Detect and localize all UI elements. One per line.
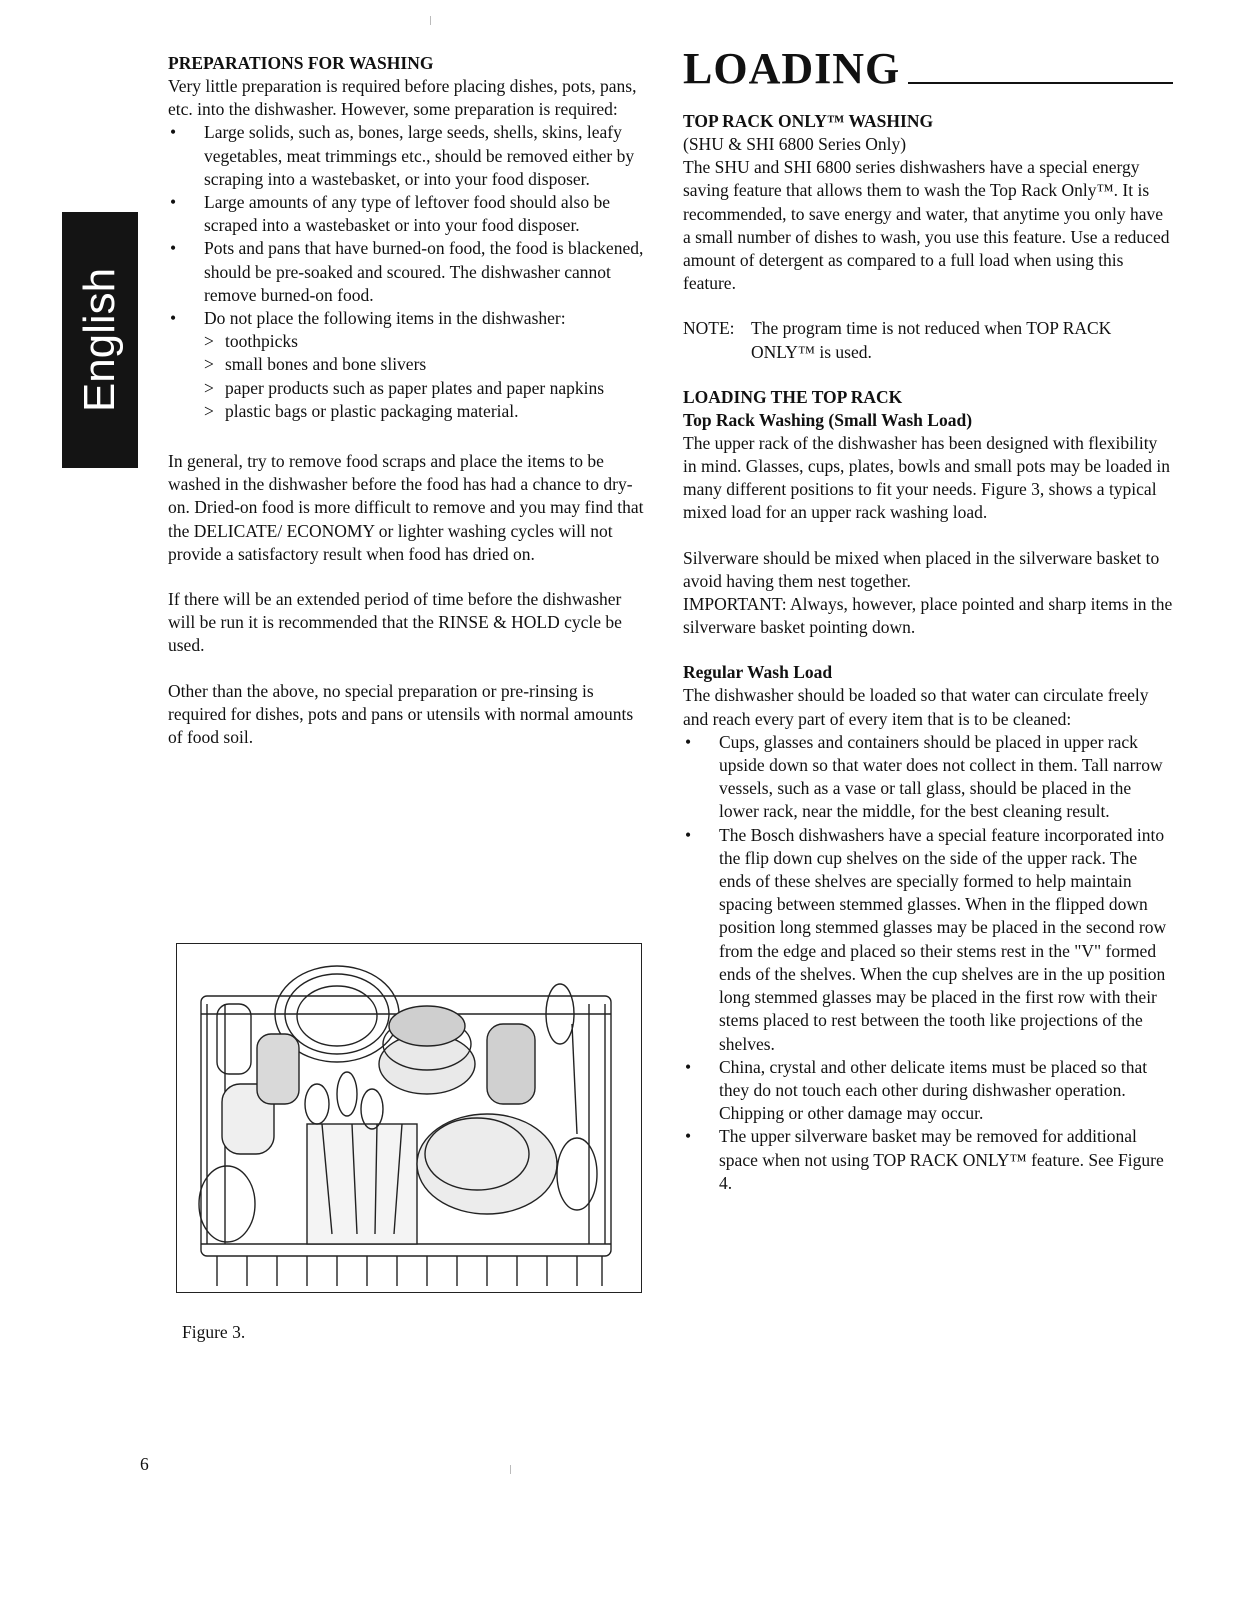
list-item: > paper products such as paper plates and paper napkins xyxy=(204,377,648,400)
list-item: • The upper silverware basket may be removed for additional space when not using TOP RACK ONLY™ feature. See Figure 4. xyxy=(683,1125,1173,1195)
top-rack-text: The SHU and SHI 6800 series dishwashers have a special energy saving feature that allows them to wash the Top Rack Only™. It is recommended, to save energy and water, that anytime you only have a small number of dishes to wash, you use this feature. Use a reduced amount of detergent as compared to a full load when using this feature. xyxy=(683,157,1170,294)
important-text: IMPORTANT: Always, however, place pointed and sharp items in the silverware basket pointing down. xyxy=(683,594,1173,638)
regular-wash-list xyxy=(683,731,1173,1195)
page-title: LOADING xyxy=(683,44,901,93)
list-item: > small bones and bone slivers xyxy=(204,353,648,376)
list-item: • China, crystal and other delicate items must be placed so that they do not touch each other during dishwasher operation. Chipping or other damage may occur. xyxy=(683,1056,1173,1126)
loading-title xyxy=(683,44,1173,94)
do-not-place-text: Do not place the following items in the dishwasher: xyxy=(204,308,566,329)
preparations-intro: Very little preparation is required before placing dishes, pots, pans, etc. into the dishwasher. However, some preparation is required: xyxy=(168,76,637,120)
note-label: NOTE: xyxy=(683,318,735,339)
small-wash-load-subheading: Top Rack Washing (Small Wash Load) xyxy=(683,409,973,430)
figure-3-image xyxy=(176,943,642,1293)
language-tab xyxy=(62,212,138,468)
excluded-items-list xyxy=(204,330,648,423)
page-number: 6 xyxy=(140,1454,149,1474)
preparations-list xyxy=(168,121,648,423)
figure-caption: Figure 3. xyxy=(182,1322,246,1342)
loading-top-rack-heading: LOADING THE TOP RACK xyxy=(683,386,903,407)
right-column xyxy=(683,44,1173,1195)
left-column xyxy=(168,52,648,749)
list-item: > toothpicks xyxy=(204,330,648,353)
list-item: • Pots and pans that have burned-on food, the food is blackened, should be pre-soaked and scoured. The dishwasher cannot remove burned-on food. xyxy=(168,237,648,307)
list-item: > plastic bags or plastic packaging material. xyxy=(204,400,648,423)
regular-wash-heading: Regular Wash Load xyxy=(683,662,833,683)
loading-text: The upper rack of the dishwasher has been designed with flexibility in mind. Glasses, cups, plates, bowls and small pots may be loaded in many different positions to fit your needs. Figure 3, shows a typical mixed load for an upper rack washing load. xyxy=(683,432,1171,523)
note-block xyxy=(683,317,1173,363)
scan-mark xyxy=(430,16,431,25)
language-tab-label: English xyxy=(75,267,124,413)
title-rule xyxy=(908,82,1173,84)
note-text: The program time is not reduced when TOP RACK ONLY™ is used. xyxy=(751,318,1112,362)
silverware-text: Silverware should be mixed when placed in the silverware basket to avoid having them nest together. xyxy=(683,547,1160,591)
top-rack-subheading: (SHU & SHI 6800 Series Only) xyxy=(683,134,907,154)
list-item: • The Bosch dishwashers have a special feature incorporated into the flip down cup shelves on the side of the upper rack. The ends of these shelves are specially formed to help maintain spacing between stemmed glasses. When in the flipped down position long stemmed glasses may be placed in the second row from the edge and placed so their stems rest in the "V" formed ends of the shelves. When the cup shelves are in the up position long stemmed glasses may be placed in the first row with their stems placed to rest between the tooth like projections of the shelves. xyxy=(683,824,1173,1056)
dishwasher-rack-illustration xyxy=(177,944,641,1292)
preparations-heading: PREPARATIONS FOR WASHING xyxy=(168,53,434,73)
extended-period-paragraph: If there will be an extended period of time before the dishwasher will be run it is recommended that the RINSE & HOLD cycle be used. xyxy=(168,589,622,656)
regular-wash-text: The dishwasher should be loaded so that water can circulate freely and reach every part of every item that is to be cleaned: xyxy=(683,685,1149,729)
list-item: • Large amounts of any type of leftover food should also be scraped into a wastebasket or into your food disposer. xyxy=(168,191,648,237)
list-item xyxy=(168,307,648,423)
general-paragraph: In general, try to remove food scraps and place the items to be washed in the dishwasher before the food has had a chance to dry-on. Dried-on food is more difficult to remove and you may find that the DELICATE/ ECONOMY or lighter washing cycles will not provide a satisfactory result when food has dried on. xyxy=(168,451,644,564)
list-item: • Large solids, such as, bones, large seeds, shells, skins, leafy vegetables, meat trimmings etc., should be removed either by scraping into a wastebasket, or into your food disposer. xyxy=(168,121,648,191)
scan-mark xyxy=(510,1465,511,1474)
list-item: • Cups, glasses and containers should be placed in upper rack upside down so that water does not collect in them. Tall narrow vessels, such as a vase or tall glass, should be placed in the lower rack, near the middle, for the best cleaning result. xyxy=(683,731,1173,824)
top-rack-heading: TOP RACK ONLY™ WASHING xyxy=(683,111,934,131)
other-than-paragraph: Other than the above, no special preparation or pre-rinsing is required for dishes, pots and pans or utensils with normal amounts of food soil. xyxy=(168,680,634,748)
